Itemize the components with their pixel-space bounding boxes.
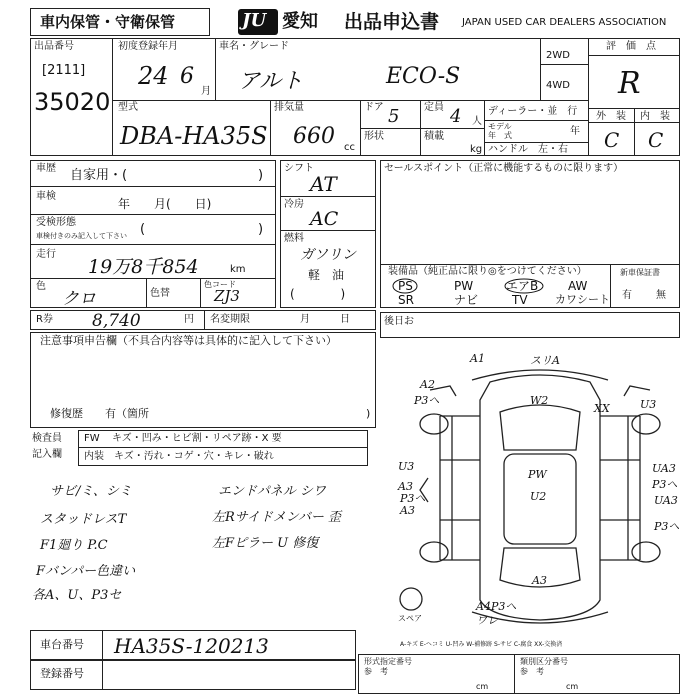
mileage-unit: km (230, 264, 246, 275)
repair-label: 修復歴 有（箇所 (50, 407, 149, 420)
mark-ua3-2: UA3 (654, 494, 678, 507)
inspector-label-2: 記入欄 (32, 449, 62, 460)
recv-sub: 車検付きのみ記入して下さい (36, 232, 127, 240)
lot-bracket: [2111] (42, 63, 86, 78)
drive-2wd: 2WD (546, 50, 570, 61)
mark-p3he-4: P3ヘ (654, 520, 680, 533)
cap-value: 4 (450, 106, 462, 127)
mark-a2: A2 (420, 378, 435, 391)
fuel-value: ガソリン (300, 247, 356, 263)
name-change-text: 月 日 (300, 314, 350, 325)
door-value: 5 (388, 106, 400, 127)
chassis-label: 車台番号 (40, 638, 84, 651)
lot-label: 出品番号 (34, 41, 74, 52)
circle-mark-airbag (504, 278, 544, 294)
mark-a1: A1 (470, 352, 485, 365)
guarantee-label: 新車保証書 (620, 268, 660, 277)
month-suffix: 月 (201, 86, 211, 97)
spare-label: スペア (398, 614, 422, 623)
color-code-label: 色コード (204, 280, 236, 289)
int-label: 内 装 (640, 111, 670, 122)
ac-value: AC (310, 208, 339, 230)
notes-label: 注意事項申告欄（不具合内容等は具体的に記入して下さい） (40, 334, 337, 347)
cert2-cm: cm (566, 682, 579, 691)
fw-text: キズ・凹み・ヒビ割・リペア跡・X 要 (112, 433, 282, 444)
type-value: DBA-HA35S (120, 122, 268, 150)
drive-4wd: 4WD (546, 80, 570, 91)
mark-suri-a: スリA (530, 354, 560, 367)
yen-label: 円 (184, 314, 194, 325)
name-change-label: 名変期限 (210, 314, 250, 325)
guarantee-yes: 有 (622, 290, 632, 301)
model-label: 車名・グレード (219, 41, 289, 52)
equip-sr: SR (398, 293, 414, 307)
year-unit: 年 (570, 126, 580, 137)
mark-p3he-1: P3ヘ (414, 394, 440, 407)
model-year-label: モデル (488, 122, 512, 131)
rear-label: 後日お (384, 316, 414, 327)
shift-value: AT (310, 172, 337, 196)
first-reg-label: 初度登録年月 (118, 41, 178, 52)
r-ticket-value: 8,740 (92, 311, 141, 331)
equip-tv: TV (512, 293, 528, 307)
auction-sheet: 車内保管・守衛保管 JU 愛知 出品申込書 JAPAN USED CAR DEALERS ASSOCIATION 出品番号 [2111] 35020 初度登録年月 24 6 月 車名・グレード アルト ECO-S 2WD 4WD 評 価 点 R 外 装 内 装 C C 型式 DBA-HA35S 排気量 660 cc ドア 5 定員 4 人 形状 積載 kg ディーラー・並 行 モデル 年 式 年 ハンドル 左・右 車歴 自家用・( ) 車検 年 月( 日) 受検形態 車検付きのみ記入して下さい ( ) 走行 19万8千854 km 色 クロ 色替 色コード ZJ3 シフト AT 冷房 AC 燃料 ガソリン 軽 油 ( ) セールスポイント（正常に機能するものに限ります） 装備品（純正品に限り◎をつけてください） 新車保証書 有 無 PS PW エアB AW SR ナビ TV カワシート R券 8,740 円 名変期限 月 日 後日お 注意事項申告欄（不具合内容等は具体的に記入して下さい） 修復歴 有（箇所 ) 検査員 記入欄 FW キズ・凹み・ヒビ割・リペア跡・X 要 内装 キズ・汚れ・コゲ・穴・キレ・破れ サビ/ミ、シミ エンドパネル シワ スタッドレスT 左Rサイドメンバー 歪 F1廻り P.C 左Fピラー U 修復 Fバンパー色違い 各A、U、P3セ A1 スリA A2 P3ヘ W2 XX U3 U3 A3 PW U2 UA3 P3ヘ P3ヘ A3 UA3 P3ヘ A3 A4P3ヘ ワレ スペア A-キズ E-ヘコミ U-凹み W-補修跡 S-サビ C-腐食 XX-交換済 車台番号 HA35S-120213 登録番号 形式指定番号 参 考 cm 類別区分番号 参 考 cm (0, 0, 700, 700)
inspector-label-1: 検査員 (32, 433, 62, 444)
spare-tire-icon (398, 586, 424, 612)
shape-label: 形状 (364, 131, 384, 142)
recv-label: 受検形態 (36, 217, 76, 228)
cert1-label: 形式指定番号 (364, 657, 412, 666)
note-5: F1廻り P.C (40, 538, 108, 553)
shift-label: シフト (284, 163, 314, 174)
org-name: 愛知 (282, 11, 318, 32)
disp-value: 660 (293, 124, 335, 149)
association-name: JAPAN USED CAR DEALERS ASSOCIATION (462, 17, 667, 28)
fuel-alt: 軽 油 (308, 268, 345, 282)
equip-aw: AW (568, 279, 588, 293)
reg-month: 6 (180, 64, 194, 89)
equip-ps: PS (398, 279, 413, 293)
note-1: サビ/ミ、シミ (50, 484, 132, 499)
inspection-label: 車検 (36, 191, 56, 202)
cert1-sub: 参 考 (364, 667, 388, 676)
storage-title: 車内保管・守衛保管 (40, 13, 176, 31)
color-code: ZJ3 (214, 287, 240, 305)
usage-label: 車歴 (36, 163, 56, 174)
ext-value: C (604, 128, 620, 152)
ac-label: 冷房 (284, 199, 304, 210)
mileage-value: 19万8千854 (88, 256, 199, 278)
sales-label: セールスポイント（正常に機能するものに限ります） (384, 163, 624, 174)
int-value: C (648, 128, 664, 152)
ext-label: 外 装 (596, 111, 626, 122)
ju-logo-text: JU (242, 10, 267, 31)
reg-year: 24 (138, 62, 169, 90)
door-label: ドア (364, 102, 384, 113)
r-ticket-label: R券 (36, 314, 53, 325)
equip-label: 装備品（純正品に限り◎をつけてください） (388, 266, 587, 277)
lot-number: 35020 (34, 88, 111, 116)
fuel-label: 燃料 (284, 233, 304, 244)
dealer-label: ディーラー・並 行 (488, 106, 578, 117)
mark-ua3-1: UA3 (652, 462, 676, 475)
guarantee-no: 無 (656, 290, 666, 301)
equip-seat: カワシート (555, 293, 610, 306)
cap-unit: 人 (472, 116, 482, 127)
car-name: アルト (238, 69, 304, 94)
note-6: 左Fピラー U 修復 (212, 536, 319, 551)
mark-u2: U2 (530, 490, 547, 503)
circle-mark-ps (392, 278, 418, 294)
mark-ware: ワレ (476, 614, 498, 627)
fw-label: FW (84, 433, 100, 444)
rating-label: 評 価 点 (606, 41, 656, 52)
note-3: スタッドレスT (40, 512, 127, 527)
handle-label: ハンドル 左・右 (488, 144, 568, 155)
grade: ECO-S (386, 64, 461, 89)
color-change-label: 色替 (150, 288, 170, 299)
chassis-value: HA35S-120213 (114, 634, 269, 658)
form-title: 出品申込書 (344, 11, 440, 33)
note-7: Fバンパー色違い (36, 564, 136, 579)
cert2-label: 類別区分番号 (520, 657, 568, 666)
rating-value: R (618, 66, 641, 101)
model-year-sub: 年 式 (488, 131, 512, 140)
mark-xx: XX (594, 402, 610, 415)
cert1-cm: cm (476, 682, 489, 691)
color-value: クロ (62, 289, 96, 309)
mileage-label: 走行 (36, 249, 56, 260)
mark-p3he-2: P3ヘ (652, 478, 678, 491)
note-8: 各A、U、P3セ (32, 588, 122, 603)
mark-w2: W2 (530, 394, 549, 407)
equip-pw: PW (454, 279, 474, 293)
equip-navi: ナビ (454, 293, 479, 307)
mark-a3-rear: A3 (532, 574, 547, 587)
disp-unit: cc (344, 142, 355, 153)
mark-u3-left: U3 (398, 460, 415, 473)
cap-label: 定員 (424, 102, 444, 113)
cert2-sub: 参 考 (520, 667, 544, 676)
mark-pw: PW (528, 468, 547, 481)
mark-u3-right: U3 (640, 398, 657, 411)
inspection-text: 年 月( 日) (118, 197, 212, 211)
weight-label: 積載 (424, 131, 444, 142)
disp-label: 排気量 (274, 102, 304, 113)
equip-airbag: エアB (506, 279, 539, 293)
interior-label: 内装 (84, 451, 104, 462)
ju-logo (238, 9, 278, 35)
color-label: 色 (36, 281, 46, 292)
type-label: 型式 (118, 102, 138, 113)
damage-legend: A-キズ E-ヘコミ U-凹み W-補修跡 S-サビ C-腐食 XX-交換済 (400, 641, 563, 648)
note-2: エンドパネル シワ (218, 484, 326, 499)
weight-unit: kg (470, 144, 483, 155)
interior-text: キズ・汚れ・コゲ・穴・キレ・破れ (114, 451, 274, 462)
rear-box (380, 312, 680, 338)
mark-a3-left-2: A3 (400, 504, 415, 517)
mark-p3he-3: P3ヘ (400, 492, 426, 505)
note-4: 左Rサイドメンバー 歪 (212, 510, 341, 525)
usage-value: 自家用・( (70, 168, 128, 183)
mark-a4p3he: A4P3ヘ (476, 600, 517, 613)
reg-label: 登録番号 (40, 667, 84, 680)
mark-a3-left: A3 (398, 480, 413, 493)
